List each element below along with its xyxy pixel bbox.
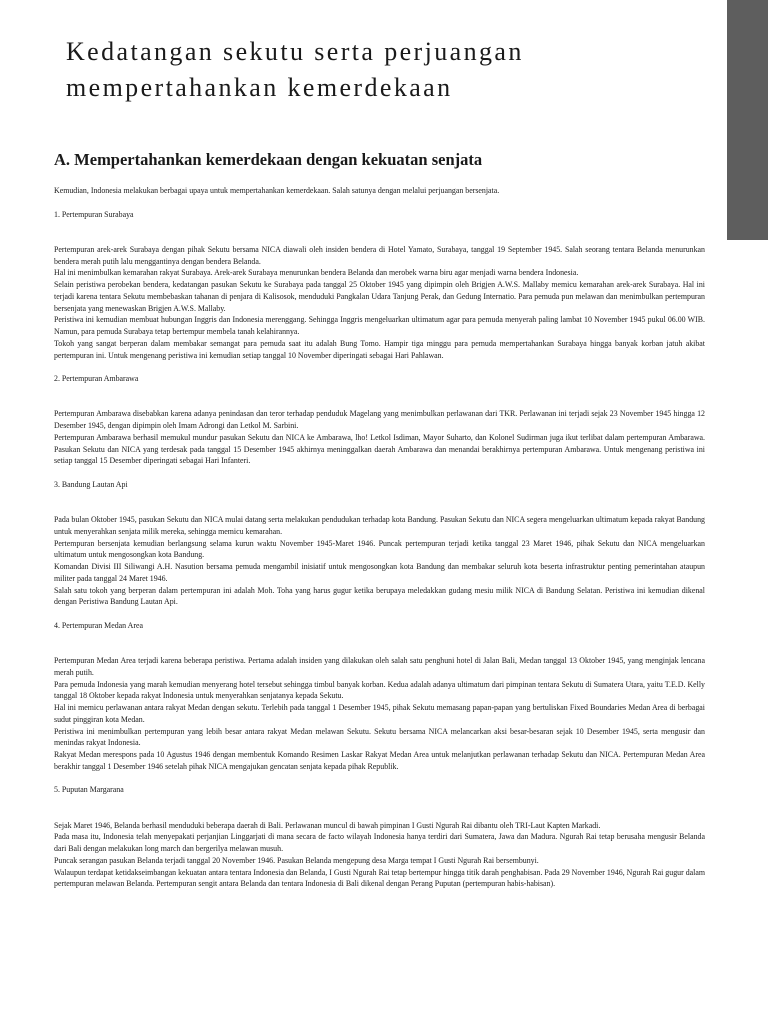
title-line-1: Kedatangan sekutu serta perjuangan	[66, 37, 524, 66]
paragraph: Peristiwa ini menimbulkan pertempuran yang lebih besar antara rakyat Medan melawan Sekutu. Sekutu bersama NICA melancarkan aksi besar-besaran sejak 10 Desember 1945, serta mengusir dan menindas rakyat Indonesia.	[54, 726, 705, 748]
side-tab	[727, 0, 768, 240]
paragraph: Hal ini menimbulkan kemarahan rakyat Surabaya. Arek-arek Surabaya menurunkan bendera Belanda dan merobek warna biru agar menjadi warna bendera Indonesia.	[54, 268, 579, 278]
paragraph: Para pemuda Indonesia yang marah kemudian menyerang hotel tersebut sehingga timbul banyak korban. Kedua adalah adanya ultimatum dari pimpinan tentara Sekutu di Sumatera Utara, yaitu T.E.D. Kelly tanggal 18 Oktober kepada rakyat Indonesia untuk menyerahkan senjatanya kepada Sekutu.	[54, 679, 705, 701]
paragraph: Tokoh yang sangat berperan dalam membakar semangat para pemuda saat itu adalah Bung Tomo. Hampir tiga minggu para pemuda mempertahankan Surabaya hingga banyak korban jatuh akibat pertempuran ini. Untuk mengenang peristiwa ini kemudian setiap tanggal 10 November diperingati sebagai Hari Pahlawan.	[54, 338, 705, 360]
paragraph: Pertempuran Medan Area terjadi karena beberapa peristiwa. Pertama adalah insiden yang dilakukan oleh salah satu penghuni hotel di Jalan Bali, Medan tanggal 13 Oktober 1945, yang menginjak lencana merah putih.	[54, 656, 705, 677]
subsection-heading-margarana: 5. Puputan Margarana	[54, 785, 124, 795]
paragraph: Pada bulan Oktober 1945, pasukan Sekutu dan NICA mulai datang serta melakukan pendudukan terhadap kota Bandung. Pasukan Sekutu dan NICA segera mengeluarkan ultimatum kepada rakyat Bandung untuk menyerahkan senjata milik mereka, sehingga memicu kemarahan.	[54, 515, 705, 536]
document-body	[54, 150, 705, 890]
page-title	[66, 34, 706, 106]
paragraph: Komandan Divisi III Siliwangi A.H. Nasution bersama pemuda mengambil inisiatif untuk mengosongkan kota Bandung dan membakar seluruh kota beserta infrastruktur penting pemerintahan ataupun militer pada tanggal 24 Maret 1946.	[54, 562, 705, 583]
paragraph: Sejak Maret 1946, Belanda berhasil menduduki beberapa daerah di Bali. Perlawanan muncul di bawah pimpinan I Gusti Ngurah Rai dibantu oleh TRI-Laut Kapten Markadi.	[54, 820, 601, 830]
title-line-2: mempertahankan kemerdekaan	[66, 73, 453, 102]
subsection-heading-bandung: 3. Bandung Lautan Api	[54, 479, 128, 489]
paragraph: Pertempuran Ambarawa disebabkan karena adanya penindasan dan teror terhadap penduduk Magelang yang menimbulkan perlawanan dari TKR. Perlawanan ini terjadi sejak 23 November 1945 hingga 12 Desember 1945, dengan dipimpin oleh Imam Adrongi dan Letkol M. Sarbini.	[54, 409, 705, 430]
paragraph: Pertempuran arek-arek Surabaya dengan pihak Sekutu bersama NICA diawali oleh insiden bendera di Hotel Yamato, Surabaya, tanggal 19 September 1945. Salah seorang tentara Belanda menurunkan bendera merah putih lalu menggantinya dengan bendera Belanda.	[54, 244, 705, 266]
subsection-heading-medan: 4. Pertempuran Medan Area	[54, 620, 143, 630]
paragraph: Pertempuran bersenjata kemudian berlangsung selama kurun waktu November 1945-Maret 1946. Puncak pertempuran terjadi ketika tanggal 23 Maret 1946, pihak Sekutu dan NICA mengeluarkan ultimatum untuk mengosongkan kota Bandung.	[54, 538, 705, 560]
paragraph: Pertempuran Ambarawa berhasil memukul mundur pasukan Sekutu dan NICA ke Ambarawa, lho! Letkol Isdiman, Mayor Suharto, dan Kolonel Sudirman juga ikut terlibat dalam pertempuran Ambarawa. Pasukan Sekutu dan NICA yang terdesak pada tanggal 15 Desember 1945 akhirnya meninggalkan daerah Ambarawa dan menandai berakhirnya pertempuran Ambarawa. Untuk mengenang peristiwa ini setiap tanggal 15 Desember diperingati sebagai Hari Infanteri.	[54, 432, 705, 466]
paragraph: Hal ini memicu perlawanan antara rakyat Medan dengan sekutu. Terlebih pada tanggal 1 Desember 1945, pihak Sekutu memasang papan-papan yang bertuliskan Fixed Boundaries Medan Area di berbagai sudut pinggiran kota Medan.	[54, 703, 705, 724]
section-heading: A. Mempertahankan kemerdekaan dengan kekuatan senjata	[54, 150, 483, 169]
paragraph: Walaupun terdapat ketidakseimbangan kekuatan antara tentara Indonesia dan Belanda, I Gusti Ngurah Rai tetap bertempur hingga titik darah penghabisan. Pada 29 November 1946, Ngurah Rai gugur dalam pertempuran melawan Belanda. Pertempuran sengit antara Belanda dan tentara Indonesia di Bali dikenal dengan Perang Puputan (pertempuran habis-habisan).	[54, 867, 705, 889]
subsection-heading-ambarawa: 2. Pertempuran Ambarawa	[54, 374, 139, 383]
paragraph: Salah satu tokoh yang berperan dalam pertempuran ini adalah Moh. Toha yang harus gugur ketika berupaya meledakkan gudang mesiu milik NICA di Bandung Selatan. Peristiwa ini kemudian dikenal dengan Peristiwa Bandung Lautan Api.	[54, 585, 705, 607]
intro-paragraph: Kemudian, Indonesia melakukan berbagai upaya untuk mempertahankan kemerdekaan. Salah satunya dengan melalui perjuangan bersenjata.	[54, 186, 500, 195]
subsection-heading-surabaya: 1. Pertempuran Surabaya	[54, 209, 134, 219]
paragraph: Rakyat Medan merespons pada 10 Agustus 1946 dengan membentuk Komando Resimen Laskar Rakyat Medan Area untuk melanjutkan perlawanan terhadap Sekutu dan NICA. Pertempuran Medan Area berakhir tanggal 1 Desember 1946 setelah pihak NICA mengajukan gencatan senjata kepada pihak Republik.	[54, 750, 705, 771]
paragraph: Peristiwa ini kemudian membuat hubungan Inggris dan Indonesia merenggang. Sehingga Inggris mengeluarkan ultimatum agar para pemuda menyerah paling lambat 10 November 1945 pukul 06.00 WIB. Namun, para pemuda Surabaya tetap bertempur membela tanah kelahirannya.	[54, 315, 705, 336]
paragraph: Pada masa itu, Indonesia telah menyepakati perjanjian Linggarjati di mana secara de facto wilayah Indonesia hanya terdiri dari Sumatera, Jawa dan Madura. Ngurah Rai tetap berusaha mengusir Belanda dari Bali dengan melakukan long march dan bergerilya melawan musuh.	[54, 832, 705, 853]
paragraph: Puncak serangan pasukan Belanda terjadi tanggal 20 November 1946. Pasukan Belanda mengepung desa Marga tempat I Gusti Ngurah Rai bersembunyi.	[54, 855, 539, 865]
paragraph: Selain peristiwa perobekan bendera, kedatangan pasukan Sekutu ke Surabaya pada tanggal 25 Oktober 1945 yang dipimpin oleh Brigjen A.W.S. Mallaby memicu kemarahan arek-arek Surabaya. Hal ini terjadi karena tentara Sekutu membebaskan tahanan di penjara di Kalisosok, menduduki Pangkalan Udara Tanjung Perak, dan Gedung Internatio. Para pemuda pun melawan dan menimbulkan pertempuran bersenjata yang menewaskan Brigjen A.W.S. Mallaby.	[54, 280, 705, 313]
